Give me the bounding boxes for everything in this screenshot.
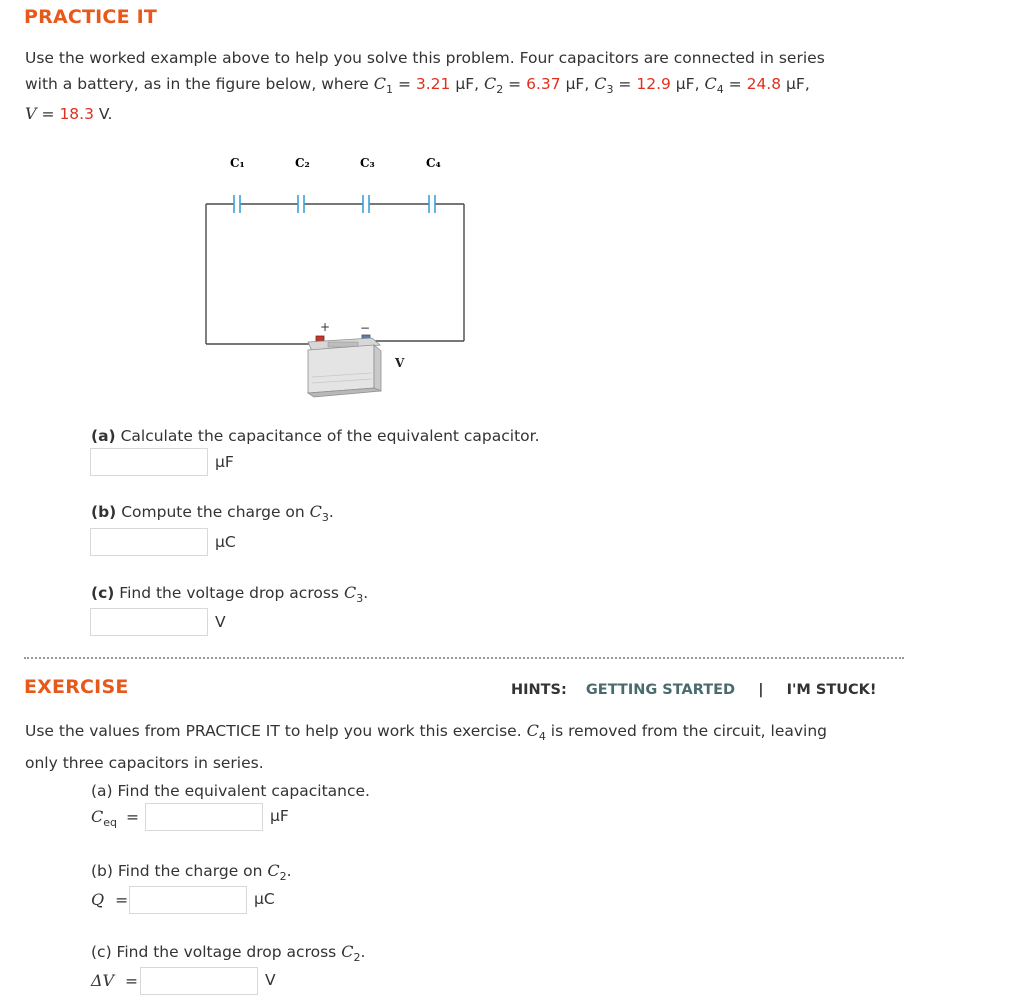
battery-icon — [308, 320, 405, 397]
exercise-question-a: (a) Find the equivalent capacitance. — [91, 782, 370, 800]
intro-line-2-prefix: with a battery, as in the figure below, where — [25, 75, 369, 93]
exercise-ceq-label: $C_{eq}$ = — [91, 807, 139, 829]
practice-answer-c-unit: V — [215, 613, 226, 631]
exercise-answer-c-unit: V — [265, 971, 276, 989]
c2-symbol: $C_2$ — [483, 74, 504, 96]
practice-intro — [25, 45, 985, 127]
battery-plus-label: + — [320, 320, 331, 334]
c2-figure-label: C₂ — [295, 156, 310, 170]
section-divider — [24, 657, 904, 659]
c4-symbol: $C_4$ — [704, 74, 724, 96]
exercise-answer-b-unit: μC — [254, 890, 275, 908]
hints-bar — [511, 679, 877, 698]
practice-answer-a-unit: μF — [215, 453, 234, 471]
c4-value: 24.8 — [746, 75, 782, 93]
c3-value: 12.9 — [636, 75, 671, 93]
exercise-intro-line-1: Use the values from PRACTICE IT to help you work this exercise. $C_4$ is removed from the circuit, leaving — [25, 721, 828, 743]
c1-figure-label: C₁ — [230, 156, 245, 170]
exercise-answer-b-input[interactable] — [129, 886, 247, 914]
hints-label: HINTS: — [511, 682, 567, 698]
c3-figure-label: C₃ — [360, 156, 375, 170]
getting-started-link[interactable]: GETTING STARTED — [585, 682, 736, 698]
practice-intro-line-2: with a battery, as in the figure below, where $C_1 = 3.21$ μF, $C_2 = 6.37$ μF, $C_3 = 12.9$ μF, $C_4 = 24.8$ μF, — [25, 74, 810, 96]
practice-it-title: PRACTICE IT — [24, 6, 158, 28]
battery-v-label: V — [395, 356, 405, 370]
hints-separator: | — [758, 682, 764, 698]
practice-question-b: (b) Compute the charge on $C_3$. — [91, 502, 334, 524]
exercise-intro — [25, 716, 985, 778]
im-stuck-link[interactable]: I'M STUCK! — [786, 682, 877, 698]
practice-answer-b-unit: μC — [215, 533, 236, 551]
exercise-answer-a-unit: μF — [270, 807, 289, 825]
v-value: 18.3 — [59, 105, 94, 123]
v-unit: V. — [98, 105, 113, 123]
battery-minus-label: − — [360, 321, 371, 335]
exercise-question-b: (b) Find the charge on $C_2$. — [91, 861, 292, 883]
practice-intro-line-3: V = 18.3 V. — [25, 104, 113, 123]
exercise-q-label: Q = — [91, 890, 129, 909]
practice-answer-a-input[interactable] — [90, 448, 208, 476]
circuit-diagram — [190, 145, 490, 405]
practice-question-c: (c) Find the voltage drop across $C_3$. — [91, 583, 369, 605]
c2-value: 6.37 — [526, 75, 561, 93]
c1-value: 3.21 — [415, 75, 451, 93]
practice-question-a: (a) Calculate the capacitance of the equivalent capacitor. — [91, 427, 540, 445]
practice-intro-line-1: Use the worked example above to help you solve this problem. Four capacitors are connected in series — [25, 49, 825, 67]
circuit-wires — [206, 204, 464, 344]
exercise-question-c: (c) Find the voltage drop across $C_2$. — [91, 942, 366, 964]
practice-answer-c-input[interactable] — [90, 608, 208, 636]
exercise-intro-line-2: only three capacitors in series. — [25, 754, 264, 772]
practice-answer-b-input[interactable] — [90, 528, 208, 556]
exercise-deltav-label: ΔV = — [91, 971, 139, 990]
exercise-answer-a-input[interactable] — [145, 803, 263, 831]
exercise-title: EXERCISE — [24, 676, 129, 698]
c3-symbol: $C_3$ — [594, 74, 614, 96]
v-symbol: V — [25, 104, 37, 123]
c1-symbol: $C_1$ — [373, 74, 393, 96]
exercise-answer-c-input[interactable] — [140, 967, 258, 995]
c4-figure-label: C₄ — [426, 156, 441, 170]
